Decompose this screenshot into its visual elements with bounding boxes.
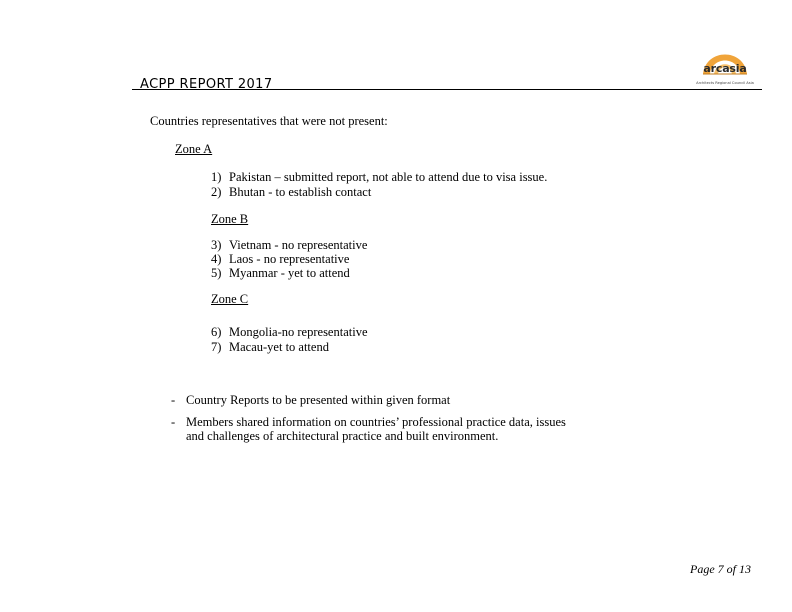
list-item — [211, 252, 349, 266]
header-divider — [132, 89, 762, 90]
item-number: 4) — [211, 252, 222, 266]
item-text: Pakistan – submitted report, not able to attend due to visa issue. — [229, 170, 548, 184]
bullet-text: Members shared information on countries’ professional practice data, issues — [186, 415, 566, 429]
item-text: Laos - no representative — [229, 252, 350, 266]
item-number: 1) — [211, 170, 222, 184]
report-title: ACPP REPORT 2017 — [140, 77, 273, 92]
logo-tagline: Architects Regional Council Asia — [696, 81, 754, 85]
item-text: Bhutan - to establish contact — [229, 185, 372, 199]
arcasia-logo — [694, 44, 756, 90]
bullet-text: Country Reports to be presented within given format — [186, 393, 451, 407]
bullet-dash: - — [171, 393, 176, 407]
bullet-continuation: and challenges of architectural practice and built environment. — [186, 429, 499, 443]
list-item — [211, 325, 368, 339]
list-item — [211, 340, 329, 354]
list-item — [211, 238, 367, 252]
item-number: 6) — [211, 325, 222, 339]
list-item — [211, 266, 350, 280]
zone-b-heading: Zone B — [211, 212, 249, 226]
logo-wordmark: arcasia — [703, 62, 747, 75]
list-item — [211, 185, 371, 199]
item-text: Vietnam - no representative — [229, 238, 368, 252]
page-number: Page 7 of 13 — [690, 562, 751, 576]
item-number: 3) — [211, 238, 222, 252]
item-number: 5) — [211, 266, 222, 280]
list-item — [211, 170, 547, 184]
zone-a-heading: Zone A — [175, 142, 213, 156]
bullet-dash: - — [171, 415, 176, 429]
item-text: Myanmar - yet to attend — [229, 266, 350, 280]
bullet-item — [171, 393, 450, 407]
intro-text: Countries representatives that were not present: — [150, 114, 388, 128]
item-text: Mongolia-no representative — [229, 325, 368, 339]
bullet-item — [171, 415, 566, 429]
item-number: 2) — [211, 185, 222, 199]
zone-c-heading: Zone C — [211, 292, 249, 306]
item-text: Macau-yet to attend — [229, 340, 329, 354]
item-number: 7) — [211, 340, 222, 354]
